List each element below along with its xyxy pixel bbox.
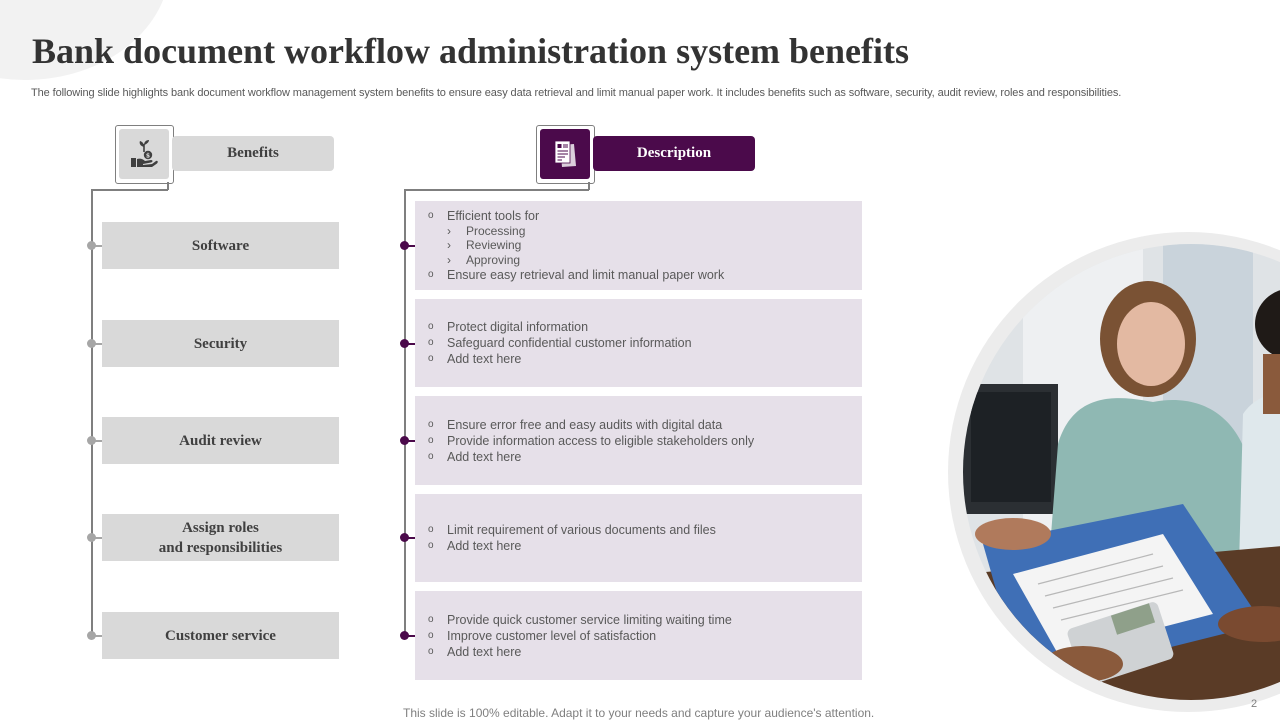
sub-list-item: › Approving <box>447 252 521 267</box>
description-tick <box>407 537 415 539</box>
benefit-software: Software <box>102 222 339 269</box>
money-plant-hand-icon <box>119 129 169 179</box>
benefits-connector-top <box>91 189 168 191</box>
benefits-connector-trunk <box>91 189 93 637</box>
list-item: o Efficient tools for <box>428 208 540 223</box>
benefit-security: Security <box>102 320 339 367</box>
list-item: o Add text here <box>428 352 522 366</box>
sub-list-item: › Reviewing <box>447 238 522 253</box>
description-tick <box>407 440 415 442</box>
list-item: o Improve customer level of satisfaction <box>428 628 657 643</box>
benefit-tick <box>94 635 102 637</box>
list-item: o Provide information access to eligible stakeholders only <box>428 433 755 448</box>
benefit-tick <box>94 537 102 539</box>
list-item: o Protect digital information <box>428 320 589 334</box>
description-connector-top <box>404 189 589 191</box>
slide-footer: This slide is 100% editable. Adapt it to your needs and capture your audience's attention. <box>403 706 875 720</box>
description-tick <box>407 635 415 637</box>
description-connector-stub <box>588 182 590 190</box>
description-tick <box>407 343 415 345</box>
benefit-assign-roles: Assign roles and responsibilities <box>102 514 339 561</box>
list-item: o Provide quick customer service limiting waiting time <box>428 612 732 627</box>
slide-subtitle: The following slide highlights bank document workflow management system benefits to ensure easy data retrieval and limit manual paper work. It includes benefits such as software, security, audit review, roles and responsibilities. <box>31 87 1122 99</box>
slide-title: Bank document workflow administration system benefits <box>32 31 910 71</box>
benefit-tick <box>94 343 102 345</box>
list-item: o Add text here <box>428 449 522 464</box>
document-stack-icon <box>540 129 590 179</box>
list-item: o Add text here <box>428 539 522 553</box>
svg-text:$: $ <box>145 152 151 160</box>
description-box-assign-roles <box>415 494 862 582</box>
list-item: o Ensure easy retrieval and limit manual paper work <box>428 268 725 283</box>
description-box-customer-service <box>415 591 862 680</box>
list-item: o Add text here <box>428 644 522 659</box>
page-number: 2 <box>1251 698 1258 710</box>
benefit-tick <box>94 440 102 442</box>
list-item: o Ensure error free and easy audits with digital data <box>428 417 723 432</box>
description-box-software <box>415 201 862 290</box>
benefit-tick <box>94 245 102 247</box>
benefits-header: Benefits <box>172 136 334 171</box>
description-connector-trunk <box>404 189 406 637</box>
description-header: Description <box>593 136 755 171</box>
list-item: o Safeguard confidential customer information <box>428 336 692 350</box>
benefit-audit-review: Audit review <box>102 417 339 464</box>
benefits-connector-stub <box>167 182 169 190</box>
description-box-security <box>415 299 862 387</box>
benefit-customer-service: Customer service <box>102 612 339 659</box>
description-tick <box>407 245 415 247</box>
list-item: o Limit requirement of various documents and files <box>428 523 716 537</box>
sub-list-item: › Processing <box>447 223 526 238</box>
description-box-audit-review <box>415 396 862 485</box>
